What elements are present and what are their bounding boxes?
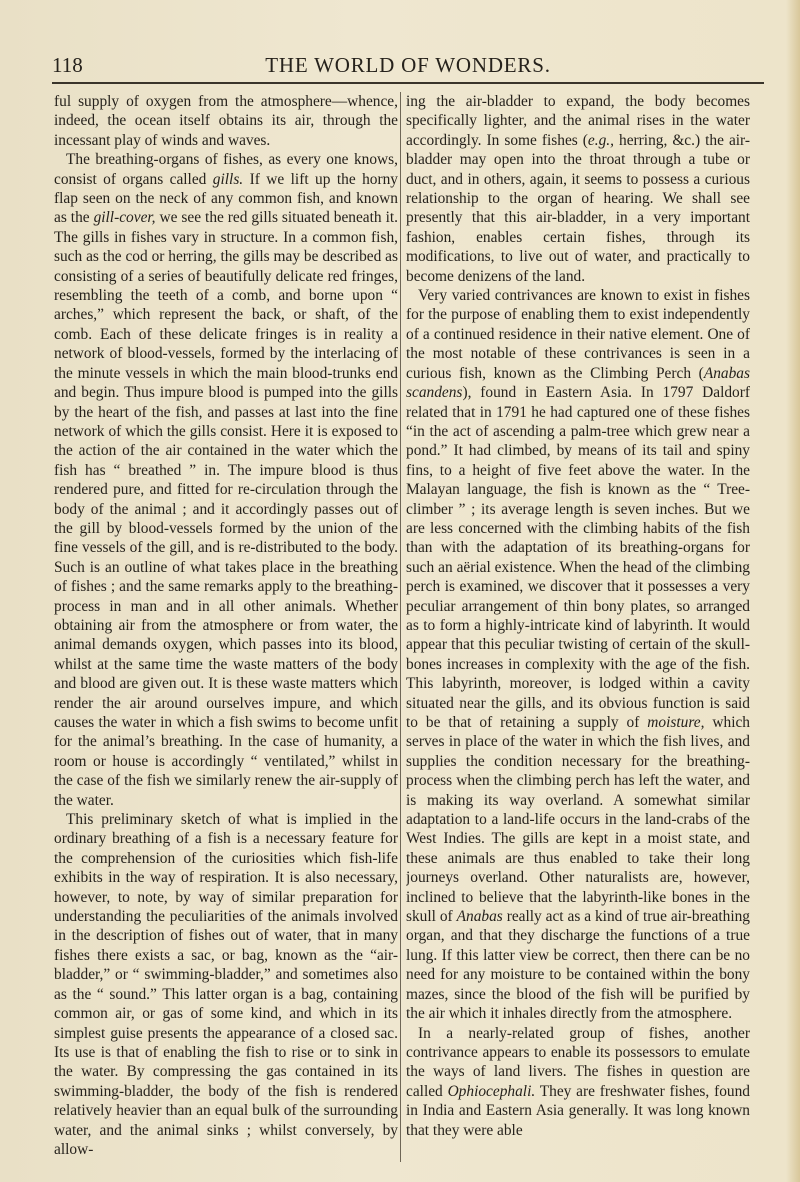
paragraph (54, 150, 398, 810)
paragraph (406, 1024, 750, 1140)
running-head: THE WORLD OF WONDERS. (265, 53, 551, 77)
paragraph (406, 92, 750, 286)
text-run: They are freshwater fishes, found in India and Eastern Asia generally. It was long known that they were able (406, 1082, 750, 1139)
italic-term: moisture, (647, 714, 705, 731)
text-run: This preliminary sketch of what is implied in the ordinary breathing of a fish is a necessary feature for the comprehension of the curiosities which fish-life exhibits in the way of respiration. It is also necessary, however, to note, by way of similar preparation for understanding the peculiarities of the animals involved in the description of fishes out of water, that in many fishes there exists a sac, or bag, known as the “air-bladder,” or “ swimming-bladder,” and sometimes also as the “ sound.” This latter organ is a bag, containing common air, or gas of some kind, and which in its simplest guise presents the appearance of a closed sac. Its use is that of enabling the fish to rise or to sink in the water. By compressing the gas contained in its swimming-bladder, the body of the fish is rendered relatively heavier than an equal bulk of the surrounding water, and the animal sinks ; whilst conversely, by allow- (54, 811, 398, 1158)
text-run: herring, &c.) the air-bladder may open into the throat through a tube or duct, and in others, again, it seems to possess a curious relationship to the organ of hearing. We shall see presently that this air-bladder, in a very important fashion, enables certain fishes, through its modifications, to live out of water, and practically to become denizens of the land. (406, 131, 750, 285)
paragraph (406, 286, 750, 1023)
page-edge-shadow (786, 0, 800, 1182)
text-run: which serves in place of the water in which the fish lives, and supplies the condition necessary for the breathing-process when the climbing perch has left the water, and is making its way overland. A somewhat similar adaptation to a land-life occurs in the land-crabs of the West Indies. The gills are kept in a moist state, and these animals are thus enabled to take their long journeys overland. Other naturalists are, however, inclined to believe that the labyrinth-like bones in the skull of (406, 714, 750, 926)
italic-term: e.g., (587, 131, 614, 149)
header-rule (52, 82, 764, 84)
text-run: ful supply of oxygen from the atmosphere—whence, indeed, the ocean itself obtains its air, through the incessant play of winds and waves. (54, 93, 398, 149)
text-run: Very varied contrivances are known to exist in fishes for the purpose of enabling them to exist independently of a continued residence in their native element. One of the most notable of these contrivances is seen in a curious fish, known as the Climbing Perch ( (406, 287, 750, 382)
page-number: 118 (52, 53, 83, 77)
text-run: really act as a kind of true air-breathing organ, and that they discharge the functions of a true lung. If this latter view be correct, then there can be no need for any moisture to be contained within the bony mazes, since the blood of the fish will be purified by the air which it inhales directly from the atmosphere. (406, 908, 750, 1023)
text-run: ), found in Eastern Asia. In 1797 Daldorf related that in 1791 he had captured one of these fishes “in the act of ascending a palm-tree which grew near a pond.” It had climbed, by means of its tail and spiny fins, to a height of five feet above the water. In the Malayan language, the fish is known as the “ Tree-climber ” ; its average length is seven inches. But we are less concerned with the climbing habits of the fish than with the adaptation of its breathing-organs for such an aërial existence. When the head of the climbing perch is examined, we discover that it possesses a very peculiar arrangement of thin bony plates, so arranged as to form a highly-intricate kind of labyrinth. It would appear that this peculiar twisting of certain of the skull-bones increases in complexity with the age of the fish. This labyrinth, moreover, is lodged within a cavity situated near the gills, and its obvious function is said to be that of retaining a supply of (406, 384, 750, 731)
page-header (52, 52, 764, 82)
italic-term: Ophiocephali. (447, 1082, 536, 1100)
paragraph (54, 810, 398, 1159)
paragraph (54, 92, 398, 150)
left-column (54, 92, 398, 1172)
text-run: ing the air-bladder to expand, the body becomes specifically lighter, and the animal rises in the water accordingly. In some fishes ( (406, 93, 750, 149)
italic-term: gills. (212, 170, 244, 188)
text-run: we see the red gills situated beneath it. The gills in fishes vary in structure. In a common fish, such as the cod or herring, the gills may be described as consisting of a series of beautifully delicate red fringes, resembling the teeth of a comb, and borne upon “ arches,” which represent the back, or shaft, of the comb. Each of these delicate fringes is in reality a network of blood-vessels, formed by the interlacing of the minute vessels in which the main blood-trunks end and begin. Thus impure blood is pumped into the gills by the heart of the fish, and passes at last into the fine network of which the gills consist. Here it is exposed to the action of the air contained in the water which the fish has “ breathed ” in. The impure blood is thus rendered pure, and fitted for re-circulation through the body of the animal ; and it accordingly passes out of the gill by blood-vessels formed by the union of the fine vessels of the gill, and is re-distributed to the body. Such is an outline of what takes place in the breathing of fishes ; and the same remarks apply to the breathing-process in man and in all other animals. Whether obtaining air from the atmosphere or from water, the animal demands oxygen, which passes into its blood, whilst at the same time the waste matters of the body and blood are given out. It is these waste matters which render the air around ourselves impure, and which causes the water in which a fish swims to become unfit for the animal’s breathing. In the case of humanity, a room or house is accordingly “ ventilated,” whilst in the case of the fish we similarly renew the air-supply of the water. (54, 209, 398, 809)
italic-term: Anabas scandens (406, 364, 750, 402)
text-run: The breathing-organs of fishes, as every one knows, consist of organs called (54, 151, 398, 188)
italic-term: gill-cover, (93, 209, 156, 227)
column-divider (400, 92, 401, 1162)
right-column (406, 92, 750, 1172)
text-run: In a nearly-related group of fishes, another contrivance appears to enable its possessors to emulate the ways of land livers. The fishes in question are called (406, 1024, 750, 1100)
text-run: If we lift up the horny flap seen on the neck of any common fish, and known as the (54, 170, 398, 227)
italic-term: Anabas (456, 908, 503, 926)
